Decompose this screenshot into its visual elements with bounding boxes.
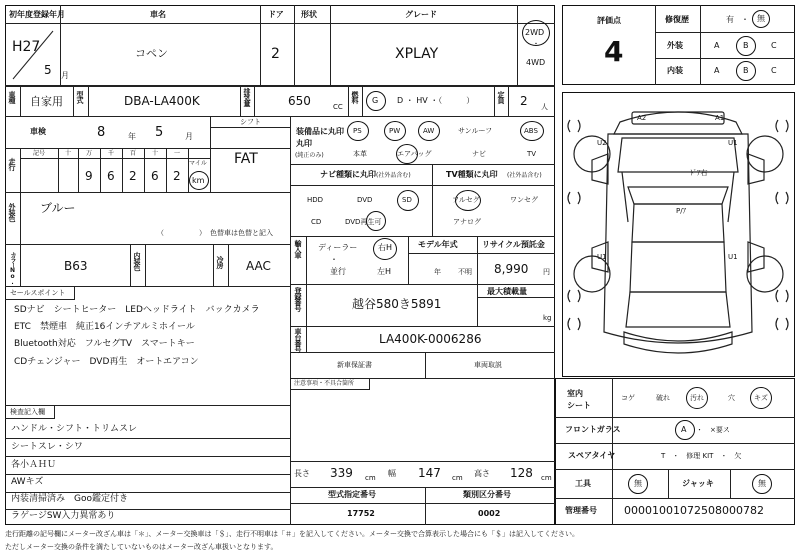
drive-2wd: 2WD [525,28,545,37]
equip-tv: TV [527,150,537,158]
diagram-u1-top: U1 [728,139,738,147]
model-value: DBA-LA400K [124,94,200,108]
car-damage-diagram [562,92,795,377]
spare-label: スペアタイヤ [568,451,616,460]
length-unit: cm [365,474,376,482]
tools-value: 無 [634,479,642,488]
color-note: 色替車は色替と記入 [210,229,273,237]
navi-sd: SD [402,196,412,204]
mileage-place-symbol: 記号 [33,150,46,157]
first-reg-label: 初年度登録年月 [9,10,65,19]
chassis-label: 車台番号 [294,328,302,352]
height-value: 128 [510,466,533,480]
fuel-options: D ・ HV ・（ ） [397,96,475,105]
equip-airbag: エアバッグ [397,150,432,158]
import-parallel: 並行 [330,267,346,276]
seat-kizu: キズ [754,394,768,402]
capacity-unit: 人 [541,103,548,111]
interior-c: C [771,66,777,75]
height-unit: cm [541,474,552,482]
diagram-u1-right: U1 [728,253,738,261]
model-label: 型式 [76,91,84,103]
width-label: 幅 [388,469,396,478]
import-left-h: 左H [377,267,392,276]
color-no-label: カラーNo. [9,252,16,285]
ac-label: 冷房 [216,256,224,268]
tv-analog: アナログ [453,218,481,226]
inspector-note-line: 各小ＡＨＵ [11,460,57,470]
mile-label: マイル [189,160,207,167]
sales-point-line: CDチェンジャー DVD再生 オートエアコン [14,357,199,367]
interior-b: B [743,66,749,75]
diagram-a1-top: A1 [715,114,725,122]
navi-types-note: (社外品含む) [376,172,411,179]
chassis-value: LA400K-0006286 [379,332,482,346]
equipment-subtitle: (純正のみ) [295,152,324,159]
recycle-label: リサイクル預託金 [482,240,545,249]
cc-unit: CC [333,103,343,111]
plate-value: 越谷580き5891 [352,297,442,311]
navi-dvd-play: DVD再生可 [345,218,382,226]
jack-label: ジャッキ [682,479,714,488]
sales-point-line: SDナビ シートヒーター LEDヘッドライト バックカメラ [14,305,260,315]
windshield-a: A [681,425,687,434]
color-label: 外装色 [8,203,16,221]
inspector-note-line: ハンドル・シフト・トリムスレ [11,424,138,434]
seat-yabure: 破れ [656,394,670,402]
shift-label: シフト [240,118,261,126]
inspector-notes-title: 検査記入欄 [10,408,45,416]
navi-hdd: HDD [307,196,324,204]
equip-navi: ナビ [472,150,486,158]
windshield-rest: ・ ×要ス [696,426,730,434]
drive-4wd: 4WD [526,58,546,67]
usage-value: 自家用 [30,95,63,108]
equip-leather: 本革 [353,150,367,158]
inspection-year-unit: 年 [128,132,136,141]
length-value: 339 [330,466,353,480]
inspector-note-line: ラゲージSW入力異常あり [11,511,116,521]
fuel-label: 燃料 [351,91,359,103]
navi-types-title: ナビ種類に丸印 [320,170,376,179]
exterior-c: C [771,41,777,50]
color-paren: （ ） [157,229,206,237]
exterior-label: 外装 [667,41,683,50]
interior-color-label: 内装色 [133,252,141,270]
mileage-label: 走行 [8,158,16,170]
warranty-label: 新車保証書 [337,361,372,369]
navi-cd: CD [311,218,322,226]
inspection-month-unit: 月 [185,132,193,141]
fuel-g: G [372,96,379,105]
exterior-b: B [743,41,749,50]
exterior-a: A [714,41,720,50]
seat-koge: コゲ [621,394,635,402]
registration-label: 登録番号 [294,287,302,311]
mileage-place-sen: 千 [108,150,115,157]
displacement-value: 650 [288,94,311,108]
jack-value: 無 [758,479,766,488]
equip-abs: ABS [524,127,538,135]
displacement-label: 排気量 [243,88,251,106]
shift-value: FAT [234,151,258,167]
ac-value: AAC [246,259,271,273]
car-name-value: コペン [135,47,168,60]
mileage-digit: 6 [107,169,115,183]
diagram-p: P/ｱ [676,207,687,215]
mileage-digit: 9 [85,169,93,183]
mgmt-value: 0000100107250800078​2 [624,504,764,517]
mileage-place-ten-man: 十 [65,150,72,157]
recycle-yen: 円 [543,268,550,276]
shape-label: 形状 [301,10,317,19]
inspector-note-line: シートスレ・シワ [11,442,83,452]
first-reg-month: 5 [44,63,52,77]
height-label: 高さ [474,469,490,478]
first-reg-era: H27 [12,39,41,55]
mileage-place-ichi: 一 [174,150,181,157]
footer-line-1: 走行距離の記号欄にメーター改ざん車は「＊」、メーター交換車は「＄」、走行不明車は「＃」を記入してください。メーター交換で合算表示した場合にも「＄」は記入してください。 [5,530,579,538]
tv-fullseg: フルセグ [452,196,480,204]
inspection-year: 8 [97,125,106,140]
seat-yogore: 汚れ [690,394,704,402]
manual-label: 車両取説 [474,361,502,369]
equip-sunroof: サンルーフ [458,127,493,135]
type-no-value: 17752 [347,509,375,518]
inspection-label: 車検 [30,127,46,136]
interior-seat-label-2: シート [567,401,591,410]
sales-point-line: Bluetooth対応 フルセグTV スマートキー [14,339,195,349]
mileage-digit: 2 [173,169,181,183]
type-no-label: 型式指定番号 [328,490,376,499]
sales-points-title: セールスポイント [10,289,66,297]
length-label: 長さ [294,469,310,478]
car-name-label: 車名 [150,10,166,19]
mgmt-label: 管理番号 [565,506,597,515]
usage-label: 車種 [8,91,16,103]
tools-label: 工具 [575,479,591,488]
grade-label: グレード [405,10,437,19]
repair-no: 無 [757,14,765,23]
model-year-label: モデル年式 [418,240,458,249]
first-reg-month-unit: 月 [61,71,69,80]
caution-label: 注意事項・不具合箇所 [294,380,355,387]
model-year-unknown: 不明 [458,268,472,276]
import-dealer: ディーラー [318,243,358,252]
import-right-h: 右H [378,243,393,252]
import-dot: ・ [330,255,338,264]
sales-point-line: ETC 禁煙車 純正16インチアルミホイール [14,322,195,332]
equip-pw: PW [389,127,401,135]
diagram-right: ﾄﾞｱ右 [690,169,708,177]
doors-value: 2 [271,46,280,62]
color-value: ブルー [40,201,76,215]
equip-aw: AW [423,127,435,135]
score-value: 4 [604,35,624,68]
windshield-label: フロントガラス [565,425,621,434]
recycle-value: 8,990 [494,262,529,276]
mileage-place-man: 万 [86,150,93,157]
score-label: 評価点 [597,16,621,25]
model-year-unit: 年 [434,268,441,276]
diagram-u2: U2 [597,139,607,147]
interior-label: 内装 [667,66,683,75]
mileage-digit: 6 [151,169,159,183]
inspector-note-line: AWキズ [11,477,44,487]
inspector-note-line: 内装清掃済み Goo鑑定付き [11,494,128,504]
capacity-label: 定員 [497,91,505,103]
seat-ana: 穴 [728,394,735,402]
footer-line-2: ただしメーター交換の条件を満たしていないものはメーター改ざん車扱いとなります。 [5,543,278,551]
equipment-title: 装備品に丸印 [296,127,344,136]
color-no-value: B63 [64,259,88,273]
interior-seat-label: 室内 [567,389,583,398]
class-no-label: 類別区分番号 [463,490,511,499]
width-value: 147 [418,466,441,480]
inspection-month: 5 [155,125,164,140]
equip-ps: PS [353,127,362,135]
max-load-label: 最大積載量 [487,287,527,296]
tv-types-note: (社外品含む) [507,172,542,179]
km-label: km [192,176,205,185]
diagram-u1-left: U1 [597,253,607,261]
repair-dot: ・ [741,15,749,24]
repair-yes: 有 [726,15,734,24]
door-label: ドア [268,10,284,19]
interior-a: A [714,66,720,75]
mileage-place-hyaku: 百 [130,150,137,157]
capacity-value: 2 [520,94,528,108]
grade-value: XPLAY [395,46,439,62]
width-unit: cm [452,474,463,482]
class-no-value: 0002 [478,509,501,518]
import-label: 輸入車 [294,240,302,258]
max-load-kg: kg [543,314,552,322]
mileage-digit: 2 [129,169,137,183]
mileage-place-ju: 十 [152,150,159,157]
navi-dvd: DVD [357,196,373,204]
repair-label: 修復歴 [665,15,689,24]
diagram-a2: A2 [637,114,647,122]
tv-oneseg: ワンセグ [510,196,538,204]
spare-opts: T ・ 修理 KIT ・ 欠 [661,452,742,460]
tv-types-title: TV種類に丸印 [446,170,498,179]
